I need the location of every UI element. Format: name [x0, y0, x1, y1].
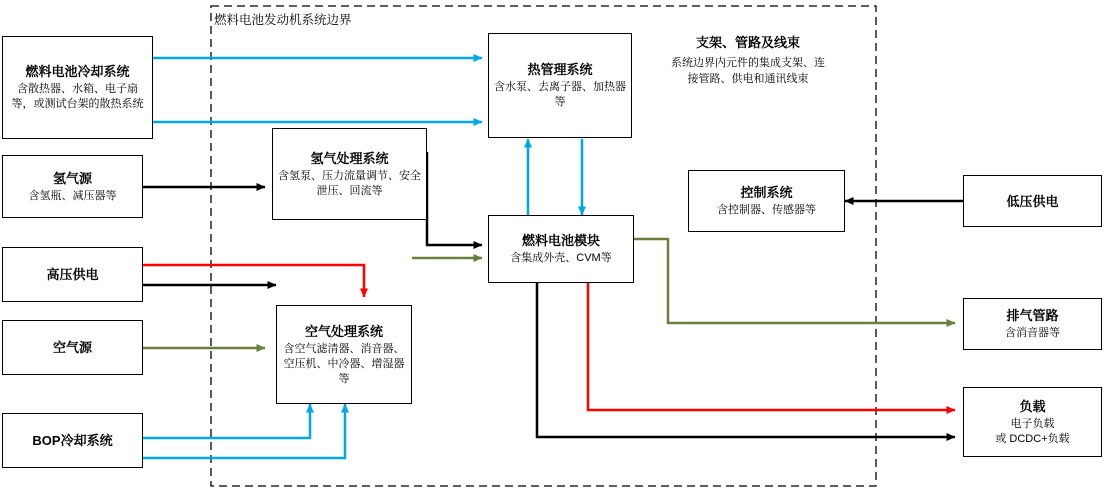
node-control-system — [688, 170, 845, 232]
node-air-processing-system — [276, 305, 412, 404]
node-desc: 含氢泵、压力流量调节、安全泄压、回流等 — [278, 169, 421, 197]
node-title: 空气源 — [52, 340, 92, 355]
node-desc: 含空气滤清器、消音器、空压机、中冷器、增湿器等 — [283, 342, 405, 385]
node-title: 控制系统 — [740, 185, 793, 200]
node-title: BOP冷却系统 — [32, 433, 113, 448]
node-title: 氢气处理系统 — [310, 150, 389, 166]
node-desc: 含消音器等 — [1005, 327, 1060, 339]
node-hydrogen-processing-system — [272, 128, 427, 220]
node-thermal-management-system — [488, 33, 632, 138]
node-title: 支架、管路及线束 — [695, 35, 800, 50]
node-bop-cooling-system — [2, 413, 143, 468]
node-high-voltage-supply — [2, 247, 143, 302]
node-air-source — [2, 320, 143, 375]
node-desc: 含散热器、水箱、电子扇等，或测试台架的散热系统 — [11, 83, 144, 110]
node-desc: 含控制器、传感器等 — [717, 204, 816, 216]
wire-fcmodule-to-load-black — [537, 283, 955, 437]
node-title: 燃料电池冷却系统 — [25, 64, 130, 79]
node-desc-line2: 或 DCDC+负载 — [995, 432, 1070, 445]
node-bracket-piping-harness — [668, 34, 828, 87]
node-load — [963, 387, 1102, 457]
wire-bop-to-airprocess-1 — [143, 404, 310, 438]
node-title: 热管理系统 — [527, 62, 593, 77]
node-fuel-cell-module — [488, 215, 634, 283]
node-title: 燃料电池模块 — [521, 233, 600, 248]
node-title: 氢气源 — [52, 170, 92, 186]
node-title: 空气处理系统 — [304, 323, 383, 339]
wire-hv-to-airprocess — [143, 265, 364, 297]
node-desc: 含集成外壳、CVM等 — [510, 252, 612, 264]
node-desc: 含水泵、去离子器、加热器等 — [494, 81, 626, 108]
node-hydrogen-source — [2, 155, 143, 218]
node-title: 负载 — [1019, 398, 1046, 414]
node-title: 高压供电 — [46, 267, 99, 282]
node-fuel-cell-cooling-system — [2, 36, 153, 139]
node-title: 低压供电 — [1006, 193, 1059, 209]
node-desc-line1: 电子负载 — [1010, 417, 1055, 430]
wire-h2process-to-fcmodule — [427, 152, 482, 245]
wire-fcmodule-to-load-red — [588, 283, 955, 410]
wire-fcmodule-to-exhaust — [634, 239, 955, 323]
system-boundary-label: 燃料电池发动机系统边界 — [214, 13, 352, 27]
node-title: 排气管路 — [1006, 308, 1059, 323]
node-exhaust-pipeline — [963, 298, 1102, 350]
node-desc: 含氢瓶、减压器等 — [28, 189, 117, 202]
node-low-voltage-supply — [963, 175, 1102, 227]
wire-bop-to-airprocess-2 — [143, 404, 345, 458]
node-desc: 系统边界内元件的集成支架、连接管路、供电和通讯线束 — [671, 57, 825, 85]
